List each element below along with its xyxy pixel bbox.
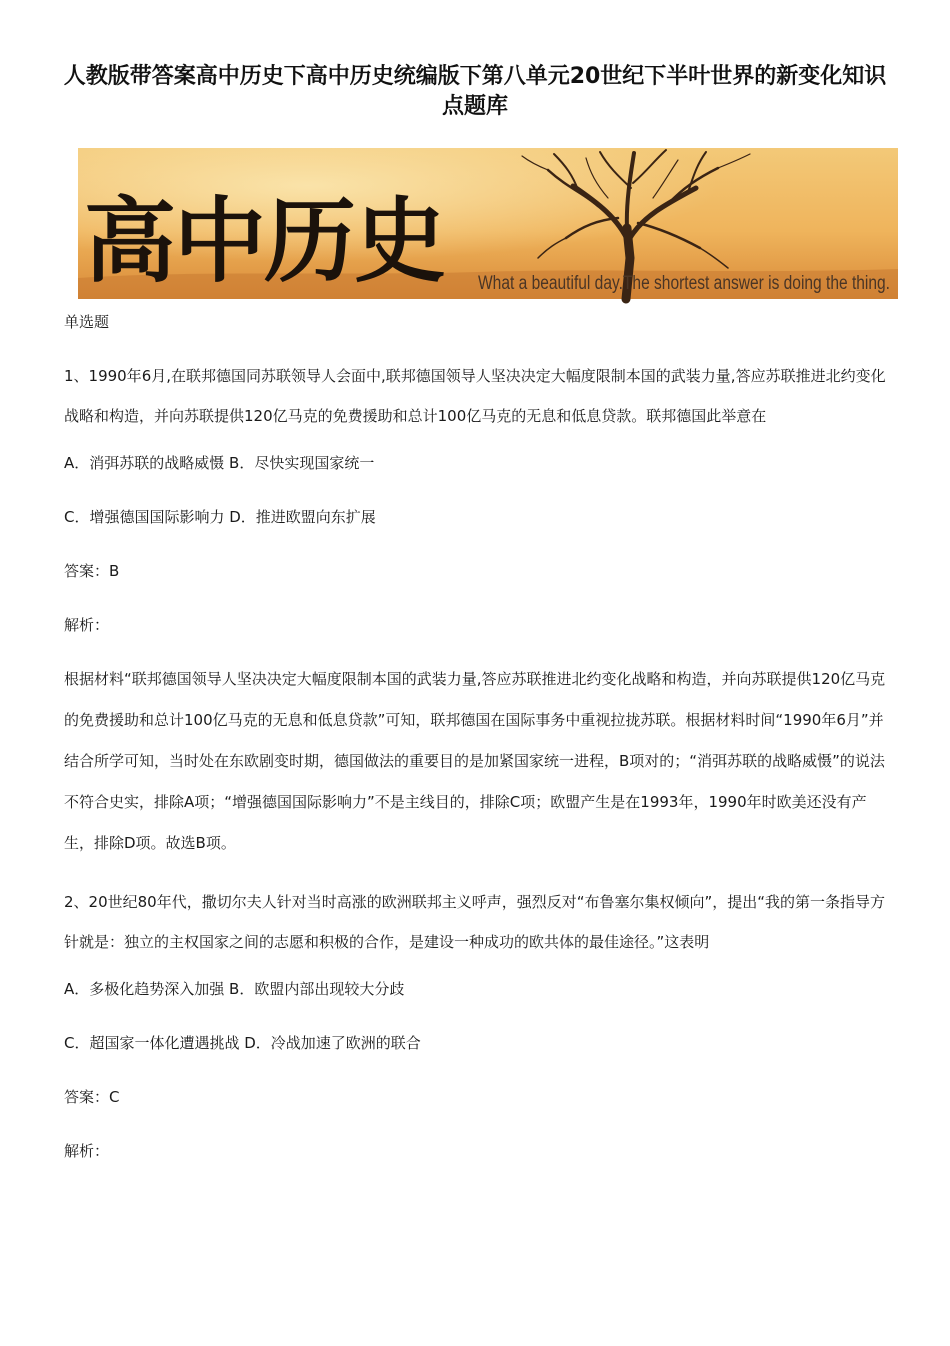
analysis-text: 根据材料“联邦德国领导人坚决决定大幅度限制本国的武装力量,答应苏联推进北约变化战略和构造，并向苏联提供120亿马克的免费援助和总计100亿马克的无息和低息贷款”可知，联邦德国在国际事务中重视拉拢苏联。根据材料时间“1990年6月”并结合所学可知，当时处在东欧剧变时期，德国做法的重要目的是加紧国家统一进程，B项对的；“消弭苏联的战略威慑”的说法不符合史实，排除A项；“增强德国国际影响力”不是主线目的，排除C项；欧盟产生是在1993年，1990年时欧美还没有产生，排除D项。故选B项。 [64,670,886,852]
banner-image [78,148,898,299]
question-stem: 2、20世纪80年代，撒切尔夫人针对当时高涨的欧洲联邦主义呼声，强烈反对“布鲁塞尔集权倾向”，提出“我的第一条指导方针就是：独立的主权国家之间的志愿和积极的合作，是建设一种成功的欧共体的最佳途径。”这表明 [64,893,886,951]
question-options: A．消弭苏联的战略威慑 B．尽快实现国家统一 [64,454,375,472]
document-title: 人教版带答案高中历史下高中历史统编版下第八单元20世纪下半叶世界的新变化知识点题库 [63,64,887,119]
question-options: A．多极化趋势深入加强 B．欧盟内部出现较大分歧 [64,980,405,998]
document-body [64,308,889,1165]
section-label: 单选题 [64,313,110,331]
question-stem: 1、1990年6月,在联邦德国同苏联领导人会面中,联邦德国领导人坚决决定大幅度限制本国的武装力量,答应苏联推进北约变化战略和构造，并向苏联提供120亿马克的免费援助和总计100亿马克的无息和低息贷款。联邦德国此举意在 [64,367,886,425]
analysis-label: 解析： [64,1142,110,1160]
question-1 [64,356,889,864]
banner-calligraphy: 高中历史 [84,187,445,295]
question-2 [64,882,889,1165]
analysis-label: 解析： [64,616,110,634]
question-options: C．增强德国国际影响力 D．推进欧盟向东扩展 [64,508,376,526]
answer-text: 答案：B [64,562,120,580]
banner-caption: What a beautiful day.The shortest answer is doing the thing. [478,273,890,294]
answer-text: 答案：C [64,1088,120,1106]
question-options: C．超国家一体化遭遇挑战 D．冷战加速了欧洲的联合 [64,1034,421,1052]
